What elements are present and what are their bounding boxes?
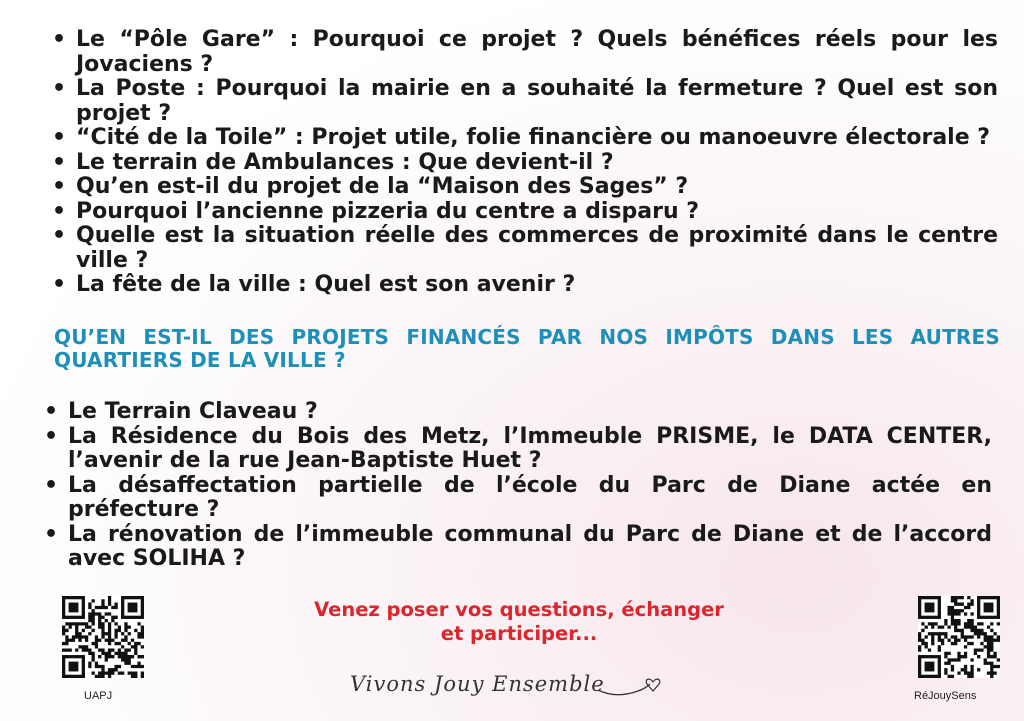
list-item: • Le “Pôle Gare” : Pourquoi ce projet ? Quels bénéfices réels pour les Jovaciens ? bbox=[50, 28, 998, 77]
list-item: • La fête de la ville : Quel est son avenir ? bbox=[50, 273, 998, 298]
qr-left-label: UAPJ bbox=[84, 690, 113, 702]
list-item: • Quelle est la situation réelle des commerces de proximité dans le centre ville ? bbox=[50, 224, 998, 273]
list-item: • La Résidence du Bois des Metz, l’Immeuble PRISME, le DATA CENTER, l’avenir de la rue Jean-Baptiste Huet ? bbox=[42, 425, 992, 474]
cta-line-1: Venez poser vos questions, échanger bbox=[314, 598, 724, 621]
section-heading: QU’EN EST-IL DES PROJETS FINANCÉS PAR NOS IMPÔTS DANS LES AUTRES QUARTIERS DE LA VILLE ? bbox=[54, 325, 1000, 372]
cta-line-2: et participer... bbox=[440, 622, 598, 645]
list-item: • La Poste : Pourquoi la mairie en a souhaité la fermeture ? Quel est son projet ? bbox=[50, 77, 998, 126]
list-item: • La désaffectation partielle de l’école du Parc de Diane actée en préfecture ? bbox=[42, 474, 992, 523]
qr-code-rejouysens[interactable] bbox=[918, 596, 1000, 678]
list-item: • Pourquoi l’ancienne pizzeria du centre a disparu ? bbox=[50, 200, 998, 225]
qr-code-uapj[interactable] bbox=[62, 596, 144, 678]
signature-logo bbox=[348, 660, 668, 710]
list-item: • Qu’en est-il du projet de la “Maison des Sages” ? bbox=[50, 175, 998, 200]
list-item: • “Cité de la Toile” : Projet utile, folie financière ou manoeuvre électorale ? bbox=[50, 126, 998, 151]
call-to-action bbox=[280, 598, 758, 646]
list-item: • Le Terrain Claveau ? bbox=[42, 400, 992, 425]
qr-code-icon bbox=[62, 596, 144, 678]
qr-code-icon bbox=[918, 596, 1000, 678]
list-item: • Le terrain de Ambulances : Que devient-il ? bbox=[50, 151, 998, 176]
signature-text: Vivons Jouy Ensemble bbox=[350, 672, 605, 696]
questions-list-2 bbox=[42, 400, 992, 572]
list-item: • La rénovation de l’immeuble communal du Parc de Diane et de l’accord avec SOLIHA ? bbox=[42, 523, 992, 572]
questions-list-1 bbox=[50, 28, 998, 298]
qr-right-label: RéJouySens bbox=[914, 690, 977, 702]
signature-flourish-icon bbox=[348, 660, 668, 710]
